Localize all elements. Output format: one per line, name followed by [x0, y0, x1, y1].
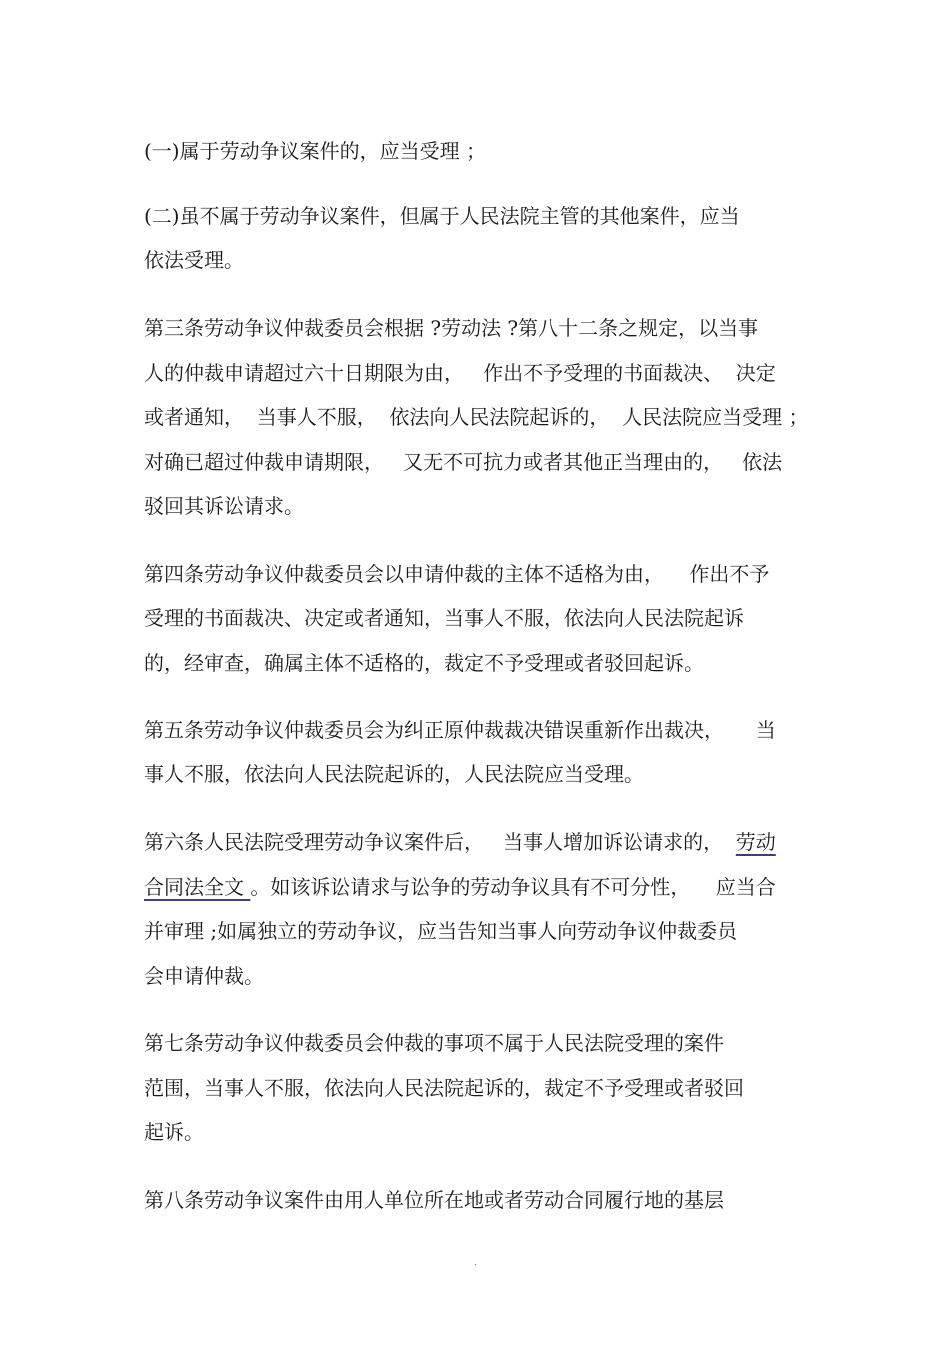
article-3-line-5: 驳回其诉讼请求。 [144, 494, 304, 518]
article-5-line-1: 第五条劳动争议仲裁委员会为纠正原仲裁裁决错误重新作出裁决， 当 [144, 718, 776, 742]
article-6-line-4: 会申请仲裁。 [144, 964, 264, 988]
article-4-line-3: 的，经审查，确属主体不适格的，裁定不予受理或者驳回起诉。 [144, 651, 704, 675]
paragraph-2-line-2: 依法受理。 [144, 248, 244, 272]
article-3-line-1: 第三条劳动争议仲裁委员会根据 ?劳动法 ?第八十二条之规定，以当事 [144, 316, 759, 340]
article-4-line-2: 受理的书面裁决、决定或者通知，当事人不服，依法向人民法院起诉 [144, 606, 744, 630]
labor-contract-law-link-part-2[interactable]: 合同法全文 [144, 875, 251, 899]
page-footer-mark: . [474, 1258, 477, 1267]
article-5-line-2: 事人不服，依法向人民法院起诉的，人民法院应当受理。 [144, 762, 644, 786]
article-3-line-3: 或者通知， 当事人不服， 依法向人民法院起诉的， 人民法院应当受理 ； [144, 405, 809, 429]
article-6-line-2 [144, 873, 776, 901]
paragraph-2-line-1: (二)虽不属于劳动争议案件，但属于人民法院主管的其他案件，应当 [144, 204, 740, 228]
article-3-line-4: 对确已超过仲裁申请期限， 又无不可抗力或者其他正当理由的， 依法 [144, 450, 783, 474]
article-6-line-1 [144, 828, 776, 856]
article-6-line-3: 并审理 ;如属独立的劳动争议，应当告知当事人向劳动争议仲裁委员 [144, 919, 738, 943]
article-6-text-2: 。如该诉讼请求与讼争的劳动争议具有不可分性， 应当合 [250, 875, 776, 899]
article-7-line-2: 范围，当事人不服，依法向人民法院起诉的，裁定不予受理或者驳回 [144, 1076, 744, 1100]
article-6-text-1: 第六条人民法院受理劳动争议案件后， 当事人增加诉讼请求的， [144, 830, 736, 854]
article-7-line-3: 起诉。 [144, 1120, 204, 1144]
paragraph-1-line-1: (一)属于劳动争议案件的，应当受理 ； [144, 139, 486, 163]
article-3-line-2: 人的仲裁申请超过六十日期限为由， 作出不予受理的书面裁决、 决定 [144, 361, 776, 385]
article-7-line-1: 第七条劳动争议仲裁委员会仲裁的事项不属于人民法院受理的案件 [144, 1031, 724, 1055]
article-8-line-1: 第八条劳动争议案件由用人单位所在地或者劳动合同履行地的基层 [144, 1188, 724, 1212]
labor-contract-law-link-part-1[interactable]: 劳动 [735, 830, 776, 854]
article-4-line-1: 第四条劳动争议仲裁委员会以申请仲裁的主体不适格为由， 作出不予 [144, 562, 770, 586]
